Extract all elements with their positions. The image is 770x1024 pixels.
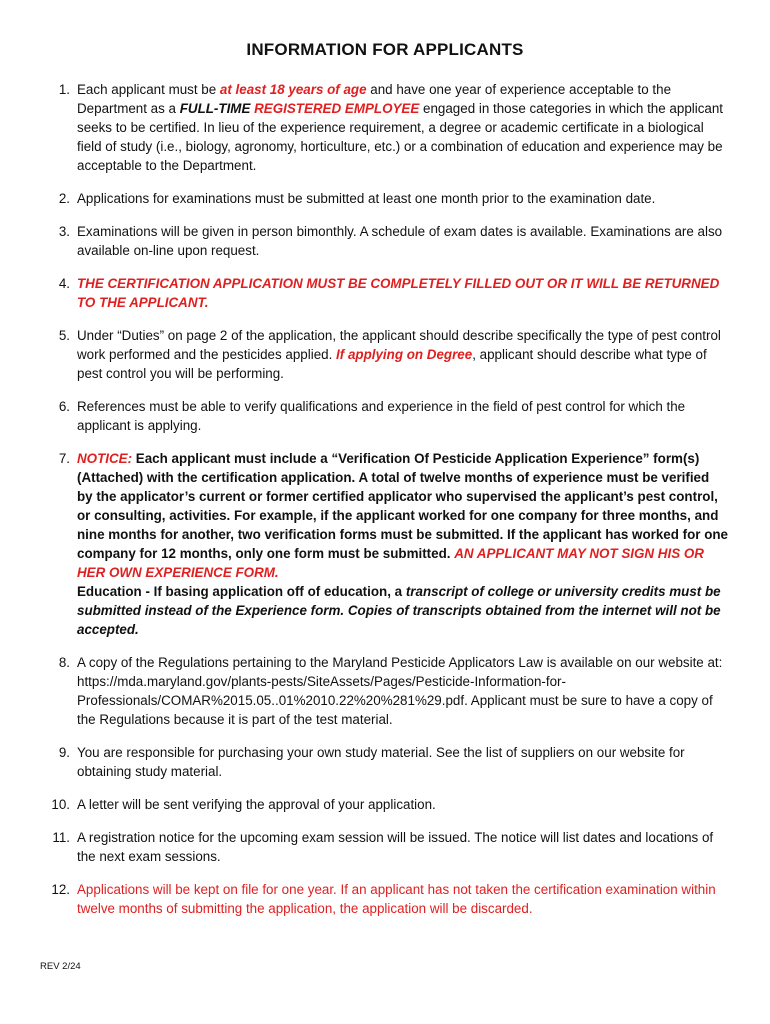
item-text-segment: Applications for examinations must be submitted at least one month prior to the examination date. bbox=[77, 191, 656, 206]
item-text-segment: , applicant should describe what type of pest control you will be performing. bbox=[77, 347, 707, 381]
item-text bbox=[77, 399, 685, 433]
item-text bbox=[77, 797, 436, 812]
item-text-segment: REGISTERED EMPLOYEE bbox=[254, 101, 420, 116]
item-number: 4. bbox=[58, 276, 70, 291]
item-text-segment: References must be able to verify qualifications and experience in the field of pest control for which the applicant is applying. bbox=[77, 399, 686, 433]
item-text-segment: Applications will be kept on file for one year. If an applicant has not taken the certification examination within twelve months of submitting the application, the application will be discarded. bbox=[77, 882, 716, 916]
list-item bbox=[0, 880, 770, 918]
list-item bbox=[0, 397, 770, 435]
item-number: 2. bbox=[58, 191, 70, 206]
item-text-segment: A copy of the Regulations pertaining to the Maryland Pesticide Applicators Law is available on our website at: https://mda.maryland.gov/plants-pests/SiteAssets/Pages/Pesticide-Information-for-Professionals/COMAR%2015.05..01%2010.22%20%281%29.pdf. Applicant must be sure to have a copy of the Regulations because it is part of the test material. bbox=[77, 655, 723, 727]
item-text-segment: THE CERTIFICATION APPLICATION MUST BE COMPLETELY FILLED OUT OR IT WILL BE RETURNED TO THE APPLICANT. bbox=[77, 276, 720, 310]
item-number: 8. bbox=[58, 655, 70, 670]
list-item bbox=[0, 828, 770, 866]
item-text-segment: You are responsible for purchasing your own study material. See the list of suppliers on our website for obtaining study material. bbox=[77, 745, 685, 779]
list-item bbox=[0, 653, 770, 729]
item-number: 6. bbox=[58, 399, 70, 414]
list-item bbox=[0, 743, 770, 781]
list-item bbox=[0, 326, 770, 383]
item-text bbox=[77, 191, 655, 206]
item-text-segment: AN APPLICANT MAY NOT SIGN HIS OR HER OWN EXPERIENCE FORM. bbox=[77, 546, 704, 580]
list-item bbox=[0, 795, 770, 814]
item-text bbox=[77, 82, 723, 173]
item-text-segment: Each applicant must include a “Verification Of Pesticide Application Experience” form(s) (Attached) with the certification application. A total of twelve months of experience must be verified by the applicator’s current or former certified applicator who supervised the applicant’s pest control, or consulting, activities. For example, if the applicant worked for one company for three months, and nine months for another, two verification forms must be submitted. If the applicant has worked for one company for 12 months, only one form must be submitted. bbox=[77, 451, 729, 561]
list-item bbox=[0, 222, 770, 260]
list-item bbox=[0, 189, 770, 208]
item-text bbox=[77, 328, 721, 381]
item-text-segment: Examinations will be given in person bimonthly. A schedule of exam dates is available. Examinations are also available on-line upon request. bbox=[77, 224, 723, 258]
item-text-segment: NOTICE: bbox=[77, 451, 133, 466]
item-text-segment: A letter will be sent verifying the approval of your application. bbox=[77, 797, 436, 812]
item-text bbox=[77, 830, 713, 864]
item-text bbox=[77, 276, 719, 310]
item-text-segment: FULL-TIME bbox=[179, 101, 251, 116]
item-number: 1. bbox=[58, 82, 70, 97]
item-number: 11. bbox=[52, 830, 70, 845]
item-number: 10. bbox=[51, 797, 70, 812]
applicant-info-list bbox=[0, 80, 770, 932]
item-text-segment: Under “Duties” on page 2 of the application, the applicant should describe specifically the type of pest control work performed and the pesticides applied. bbox=[77, 328, 721, 362]
item-text-segment: Education - If basing application off of education, a bbox=[77, 584, 406, 599]
page-title: INFORMATION FOR APPLICANTS bbox=[246, 40, 524, 59]
item-number: 12. bbox=[51, 882, 70, 897]
item-text-segment: engaged in those categories in which the applicant seeks to be certified. In lieu of the experience requirement, a degree or academic certificate in a biological field of study (i.e., biology, agronomy, horticulture, etc.) or a combination of education and experience may be acceptable to the Department. bbox=[77, 101, 724, 173]
item-number: 3. bbox=[58, 224, 70, 239]
item-number: 5. bbox=[58, 328, 70, 343]
item-number: 9. bbox=[58, 745, 70, 760]
item-number: 7. bbox=[58, 451, 70, 466]
item-text-segment: transcript of college or university credits must be submitted instead of the Experience form. Copies of transcripts obtained from the internet will not be accepted. bbox=[77, 584, 721, 637]
list-item bbox=[0, 449, 770, 639]
item-text bbox=[77, 451, 728, 637]
revision-label: REV 2/24 bbox=[40, 961, 81, 972]
item-text bbox=[77, 655, 722, 727]
list-item bbox=[0, 274, 770, 312]
item-text-segment: Each applicant must be bbox=[77, 82, 220, 97]
item-text-segment: and have one year of experience acceptable to the Department as a bbox=[77, 82, 672, 116]
item-text bbox=[77, 882, 716, 916]
item-text-segment: If applying on Degree bbox=[336, 347, 473, 362]
item-text-segment: A registration notice for the upcoming exam session will be issued. The notice will list dates and locations of the next exam sessions. bbox=[77, 830, 714, 864]
item-text bbox=[77, 745, 685, 779]
list-item bbox=[0, 80, 770, 175]
item-text bbox=[77, 224, 722, 258]
item-text-segment: at least 18 years of age bbox=[219, 82, 367, 97]
